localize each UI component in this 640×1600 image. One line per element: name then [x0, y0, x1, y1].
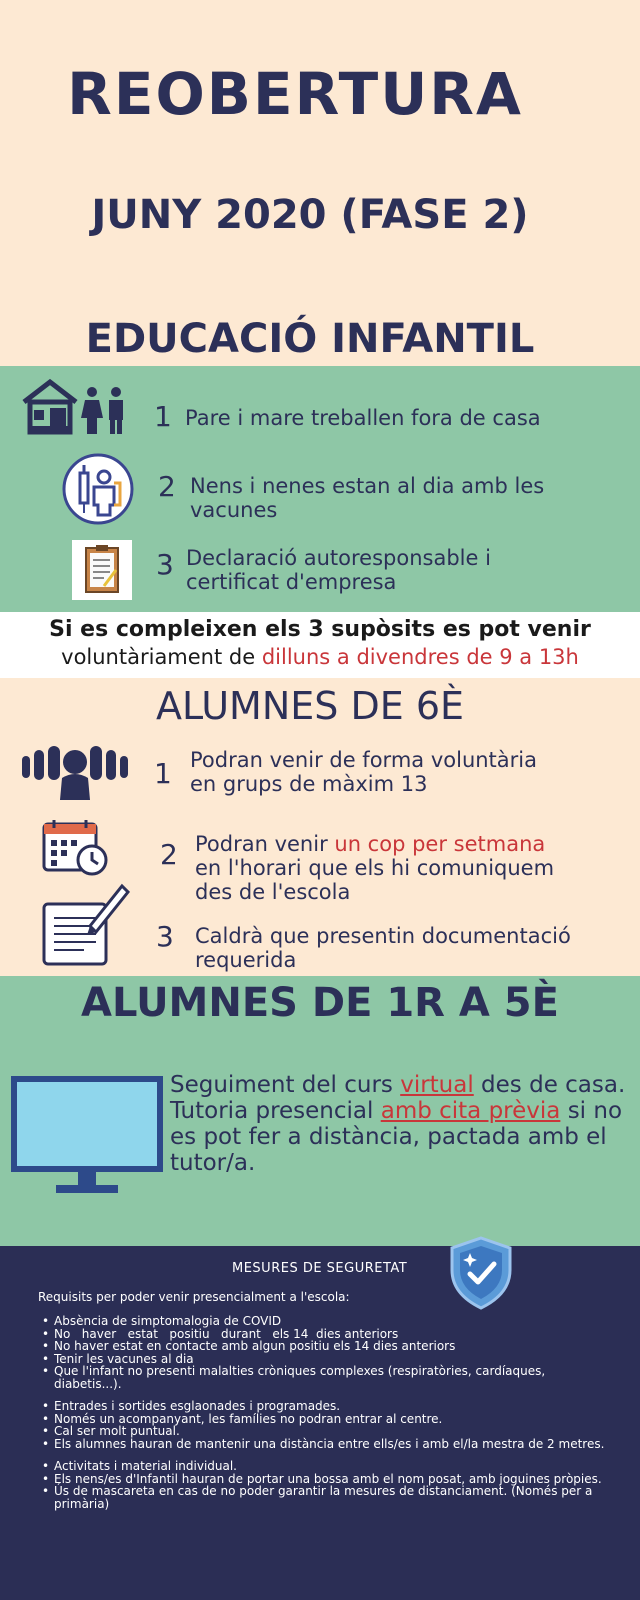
primer-cinque-text2 [170, 1098, 630, 1176]
notice-line1: Si es compleixen els 3 supòsits es pot venir [49, 617, 591, 642]
text1-suffix: des de casa. [473, 1072, 626, 1098]
sise-item-2-line2: en l'horari que els hi comuniquem [195, 856, 555, 880]
list-item: • Cal ser molt puntual. [42, 1425, 607, 1438]
list-item: • Activitats i material individual. [42, 1460, 607, 1473]
sise-item-1-line1-prefix: Podran venir de forma [190, 748, 431, 772]
text1-prefix: Seguiment del curs [170, 1072, 401, 1098]
infantil-item-2-number: 2 [158, 470, 176, 503]
calendar-clock-icon [42, 818, 110, 876]
infantil-item-3-text-line1: Declaració autoresponsable i [186, 546, 491, 570]
sise-item-2-line1-prefix: Podran venir [195, 832, 335, 856]
infantil-item-1-text: Pare i mare treballen fora de casa [185, 406, 541, 430]
house-parents-icon [20, 378, 140, 436]
notice-line2 [0, 645, 640, 669]
infantil-item-2-text-line2: vacunes [190, 498, 278, 522]
list-item: • Absència de simptomalogia de COVID [42, 1315, 607, 1328]
list-item: • Que l'infant no presenti malalties cròniques complexes (respiratòries, cardíaques, diabetis...). [42, 1365, 607, 1390]
sise-item-3-line1: Caldrà que presentin documentació [195, 924, 571, 948]
text2-prefix: Tutoria presencial [170, 1098, 381, 1124]
infantil-item-1-number: 1 [154, 400, 172, 433]
list-item: • Només un acompanyant, les famílies no podran entrar al centre. [42, 1413, 607, 1426]
list-item: • Els nens/es d'Infantil hauran de portar una bossa amb el nom posat, amb joguines pròpies. [42, 1473, 607, 1486]
sise-title: ALUMNES DE 6È [155, 684, 465, 728]
document-pen-icon [40, 880, 130, 968]
monitor-icon [10, 1075, 164, 1197]
primer-cinque-text1 [170, 1072, 630, 1098]
sise-item-2-line1 [195, 832, 545, 856]
mesures-intro: Requisits per poder venir presencialment a l'escola: [38, 1290, 350, 1304]
text2-highlight: amb cita prèvia [380, 1098, 561, 1124]
main-title: REOBERTURA [67, 60, 523, 128]
sise-item-3-number: 3 [156, 920, 174, 953]
list-item: • Els alumnes hauran de mantenir una distància entre ells/es i amb el/la mestra de 2 metres. [42, 1438, 607, 1451]
list-item: • Ús de mascareta en cas de no poder garantir la mesures de distanciament. (Només per a primària) [42, 1485, 607, 1510]
list-item: • No haver estat positiu durant els 14 dies anteriors [42, 1328, 607, 1341]
list-item: • No haver estat en contacte amb algun positiu els 14 dies anteriors [42, 1340, 607, 1353]
sise-item-2-number: 2 [160, 838, 178, 871]
text2-suffix: si no es pot fer a distància, pactada amb el tutor/a. [170, 1098, 623, 1176]
sise-item-2-line3: des de l'escola [195, 880, 351, 904]
sise-item-1-number: 1 [154, 757, 172, 790]
subtitle: JUNY 2020 (FASE 2) [91, 192, 529, 238]
infantil-item-3-text-line2: certificat d'empresa [186, 570, 397, 594]
infantil-title: EDUCACIÓ INFANTIL [85, 316, 535, 362]
infantil-item-2-text-line1: Nens i nenes estan al dia amb les [190, 474, 545, 498]
shield-check-icon [450, 1236, 512, 1310]
primer-cinque-text [170, 1072, 630, 1176]
clipboard-icon [72, 540, 132, 600]
sise-item-2-highlight: un cop per setmana [334, 832, 546, 856]
notice-highlight: dilluns a divendres de 9 a 13h [261, 645, 579, 669]
sise-item-1-line2: en grups de màxim 13 [190, 772, 428, 796]
infantil-item-3-number: 3 [156, 548, 174, 581]
sise-item-1-line1 [190, 748, 537, 772]
vaccine-icon [62, 453, 134, 525]
list-item: • Entrades i sortides esglaonades i programades. [42, 1400, 607, 1413]
list-item: • Tenir les vacunes al dia [42, 1353, 607, 1366]
sise-item-3-line2: requerida [195, 948, 297, 972]
text1-highlight: virtual [400, 1072, 474, 1098]
primer-cinque-title: ALUMNES DE 1R A 5È [81, 980, 559, 1026]
group-people-icon [20, 742, 130, 802]
sise-item-1-line1-suffix: voluntària [430, 748, 537, 772]
notice-line2-prefix: voluntàriament de [61, 645, 262, 669]
mesures-list [42, 1315, 607, 1510]
mesures-title: MESURES DE SEGURETAT [232, 1261, 408, 1276]
